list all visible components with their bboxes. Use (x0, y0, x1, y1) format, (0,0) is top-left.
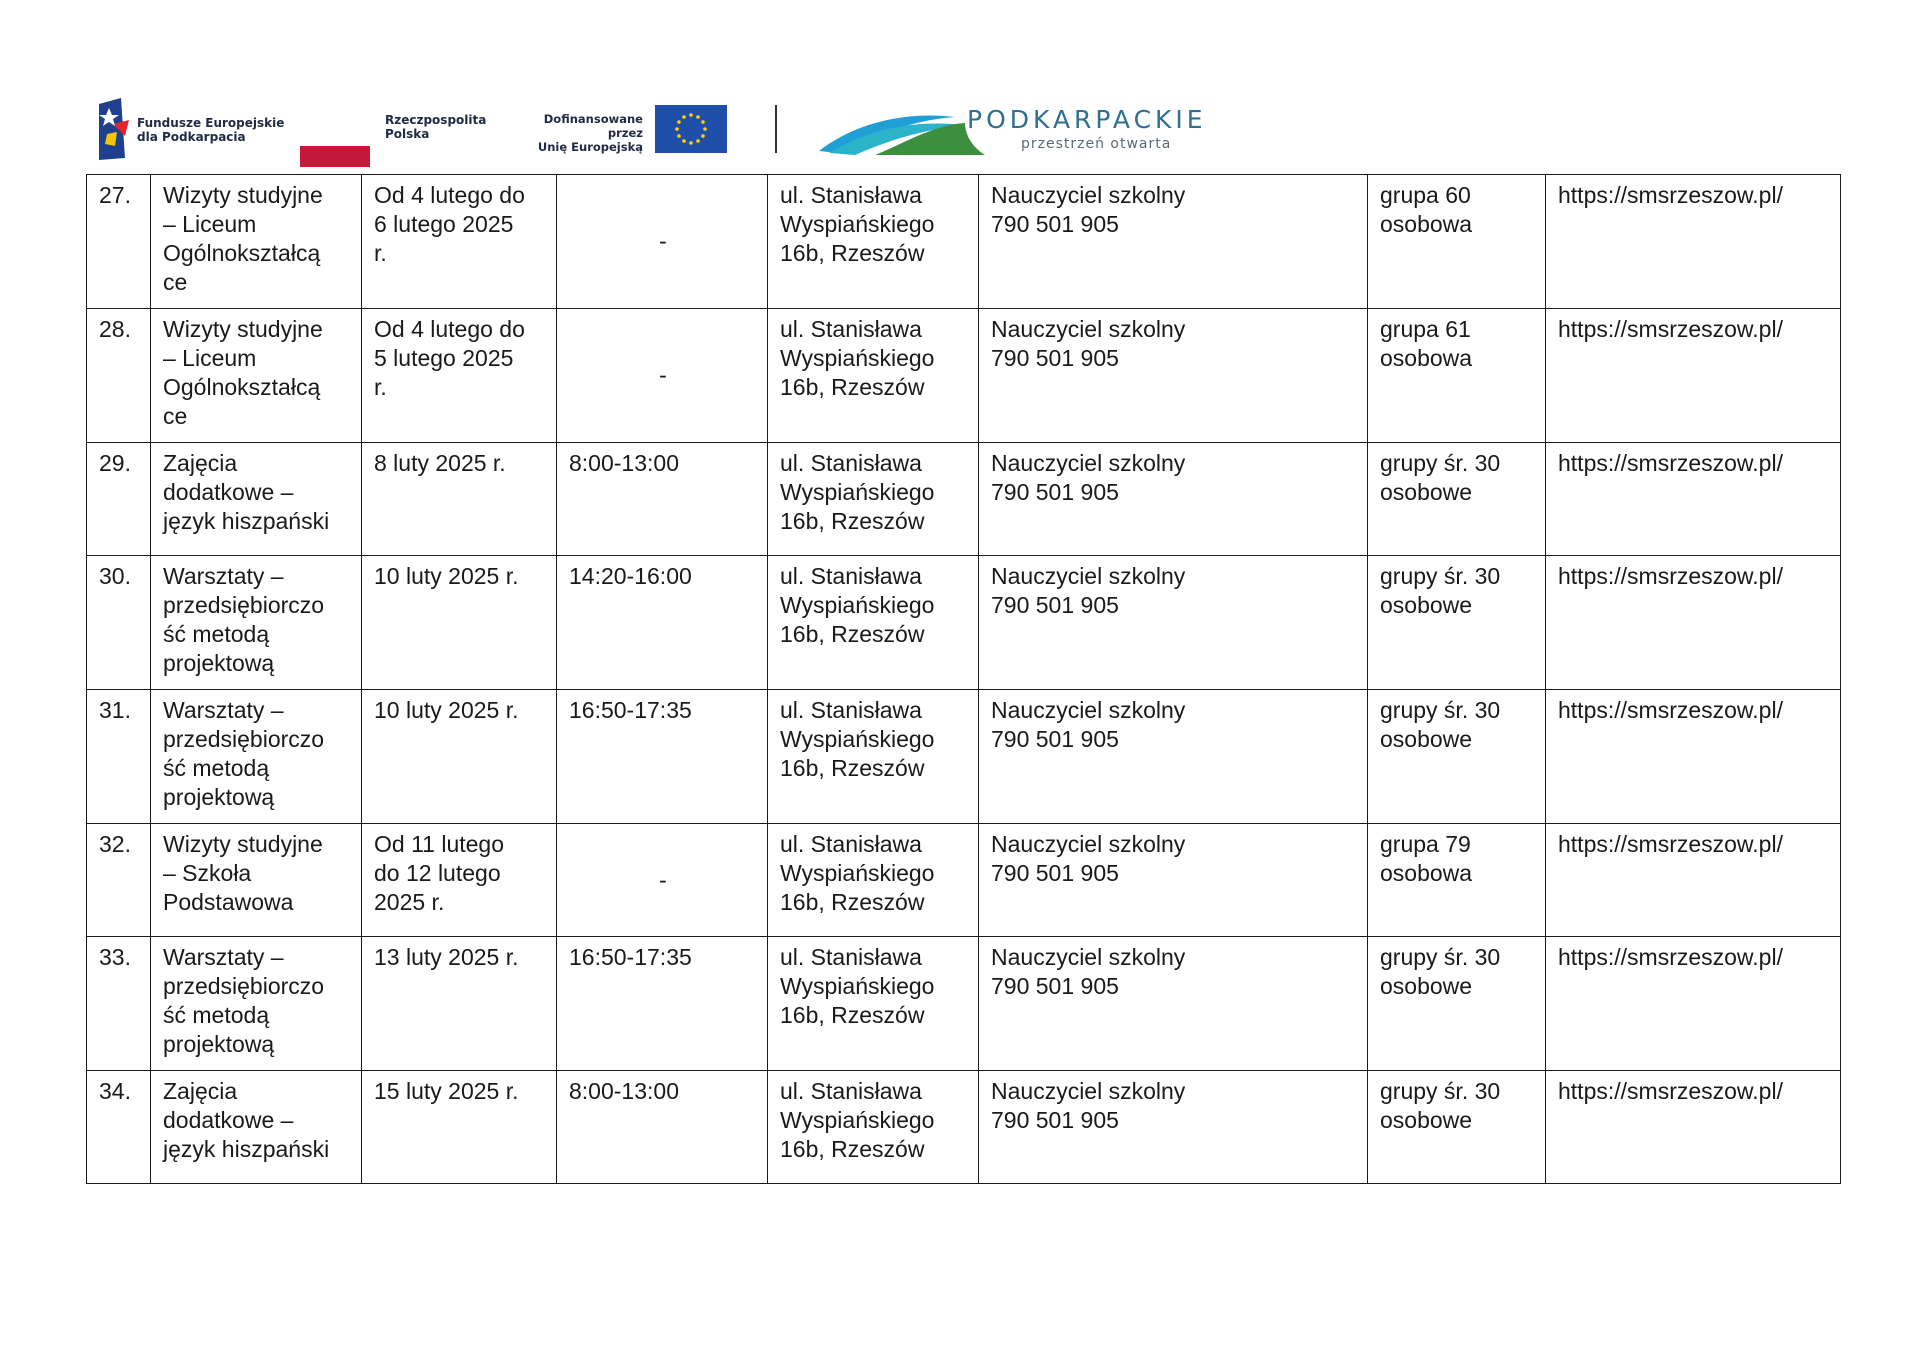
date-line: 6 lutego 2025 (374, 211, 514, 237)
address-line: ul. Stanisława (780, 1078, 922, 1104)
cell-contact (979, 937, 1368, 1071)
name-line: Wizyty studyjne (163, 831, 323, 857)
logo-separator (775, 105, 777, 153)
row-number: 28. (99, 316, 131, 342)
website-link[interactable]: https://smsrzeszow.pl/ (1558, 944, 1783, 970)
name-line: przedsiębiorczo (163, 973, 325, 999)
time-value: - (659, 228, 667, 254)
name-line: ce (163, 403, 188, 429)
time-value: 14:20-16:00 (569, 563, 692, 589)
cell-time (557, 309, 768, 443)
group-line: grupy śr. 30 (1380, 944, 1501, 970)
cell-time (557, 690, 768, 824)
name-line: dodatkowe – (163, 1107, 294, 1133)
contact-line: Nauczyciel szkolny (991, 1078, 1186, 1104)
address-line: ul. Stanisława (780, 944, 922, 970)
website-link[interactable]: https://smsrzeszow.pl/ (1558, 831, 1783, 857)
cell-address (768, 937, 979, 1071)
schedule-table (86, 174, 1841, 1184)
address-line: Wyspiańskiego (780, 592, 935, 618)
name-line: Zajęcia (163, 450, 238, 476)
cell-group-size (1368, 443, 1546, 556)
name-line: język hiszpański (163, 508, 330, 534)
date-line: 5 lutego 2025 (374, 345, 514, 371)
cell-number (87, 556, 151, 690)
address-line: Wyspiańskiego (780, 211, 935, 237)
cell-website (1546, 1071, 1841, 1184)
group-line: osobowe (1380, 479, 1473, 505)
cell-date (362, 937, 557, 1071)
contact-line: Nauczyciel szkolny (991, 450, 1186, 476)
cell-website (1546, 175, 1841, 309)
eu-flag-icon (655, 105, 727, 153)
cell-number (87, 309, 151, 443)
cell-group-size (1368, 309, 1546, 443)
fundusze-europejskie-logo (95, 98, 295, 160)
contact-line: Nauczyciel szkolny (991, 563, 1186, 589)
contact-line: Nauczyciel szkolny (991, 831, 1186, 857)
header-logos (95, 95, 1255, 165)
date-line: 10 luty 2025 r. (374, 697, 519, 723)
cell-number (87, 1071, 151, 1184)
website-link[interactable]: https://smsrzeszow.pl/ (1558, 697, 1783, 723)
cell-address (768, 175, 979, 309)
cell-time (557, 556, 768, 690)
name-line: projektową (163, 1031, 275, 1057)
website-link[interactable]: https://smsrzeszow.pl/ (1558, 182, 1783, 208)
cell-activity-name (151, 175, 362, 309)
address-line: Wyspiańskiego (780, 479, 935, 505)
address-line: Wyspiańskiego (780, 860, 935, 886)
name-line: Warsztaty – (163, 944, 284, 970)
address-line: 16b, Rzeszów (780, 1136, 925, 1162)
group-line: osobowe (1380, 973, 1473, 999)
eu-cofinancing-logo (515, 105, 730, 157)
date-line: Od 11 lutego (374, 831, 505, 857)
cell-date (362, 443, 557, 556)
cell-time (557, 443, 768, 556)
name-line: Podstawowa (163, 889, 294, 915)
cell-time (557, 824, 768, 937)
cell-number (87, 937, 151, 1071)
time-value: 16:50-17:35 (569, 697, 692, 723)
time-value: 8:00-13:00 (569, 1078, 679, 1104)
cell-website (1546, 556, 1841, 690)
cell-contact (979, 309, 1368, 443)
cell-contact (979, 175, 1368, 309)
cell-address (768, 556, 979, 690)
table-row (87, 1071, 1841, 1184)
cell-time (557, 175, 768, 309)
website-link[interactable]: https://smsrzeszow.pl/ (1558, 563, 1783, 589)
cell-contact (979, 690, 1368, 824)
cell-date (362, 175, 557, 309)
name-line: dodatkowe – (163, 479, 294, 505)
date-line: do 12 lutego (374, 860, 501, 886)
cell-time (557, 1071, 768, 1184)
row-number: 31. (99, 697, 131, 723)
cell-contact (979, 443, 1368, 556)
date-line: r. (374, 240, 387, 266)
cell-group-size (1368, 175, 1546, 309)
contact-line: 790 501 905 (991, 726, 1119, 752)
polish-flag-icon (300, 125, 370, 167)
address-line: ul. Stanisława (780, 697, 922, 723)
cell-contact (979, 824, 1368, 937)
date-line: Od 4 lutego do (374, 182, 525, 208)
group-line: osobowe (1380, 1107, 1473, 1133)
fe-logo-text: Fundusze Europejskie dla Podkarpacia (137, 116, 285, 144)
cell-activity-name (151, 690, 362, 824)
contact-line: Nauczyciel szkolny (991, 316, 1186, 342)
date-line: 8 luty 2025 r. (374, 450, 506, 476)
group-line: grupa 60 (1380, 182, 1471, 208)
address-line: Wyspiańskiego (780, 345, 935, 371)
group-line: osobowe (1380, 726, 1473, 752)
name-line: – Liceum (163, 211, 257, 237)
group-line: grupy śr. 30 (1380, 697, 1501, 723)
cell-number (87, 443, 151, 556)
name-line: Ogólnokształcą (163, 240, 321, 266)
table-row (87, 690, 1841, 824)
podkarpackie-subtitle: przestrzeń otwarta (1021, 136, 1172, 152)
name-line: Warsztaty – (163, 563, 284, 589)
cell-website (1546, 309, 1841, 443)
row-number: 34. (99, 1078, 131, 1104)
date-line: Od 4 lutego do (374, 316, 525, 342)
table-row (87, 443, 1841, 556)
address-line: ul. Stanisława (780, 450, 922, 476)
cell-date (362, 824, 557, 937)
table-row (87, 175, 1841, 309)
name-line: ce (163, 269, 188, 295)
cell-number (87, 175, 151, 309)
table-row (87, 556, 1841, 690)
cell-time (557, 937, 768, 1071)
contact-line: 790 501 905 (991, 479, 1119, 505)
cell-address (768, 1071, 979, 1184)
fe-symbol-icon (95, 98, 135, 160)
cell-website (1546, 443, 1841, 556)
cell-group-size (1368, 1071, 1546, 1184)
contact-line: Nauczyciel szkolny (991, 182, 1186, 208)
address-line: 16b, Rzeszów (780, 508, 925, 534)
cell-activity-name (151, 309, 362, 443)
address-line: 16b, Rzeszów (780, 374, 925, 400)
time-value: 16:50-17:35 (569, 944, 692, 970)
cell-date (362, 556, 557, 690)
contact-line: 790 501 905 (991, 592, 1119, 618)
cell-address (768, 824, 979, 937)
cell-date (362, 1071, 557, 1184)
name-line: przedsiębiorczo (163, 592, 325, 618)
group-line: osobowa (1380, 345, 1473, 371)
name-line: – Szkoła (163, 860, 252, 886)
website-link[interactable]: https://smsrzeszow.pl/ (1558, 1078, 1783, 1104)
cell-date (362, 309, 557, 443)
website-link[interactable]: https://smsrzeszow.pl/ (1558, 316, 1783, 342)
group-line: grupy śr. 30 (1380, 1078, 1501, 1104)
cell-activity-name (151, 443, 362, 556)
eu-logo-text: Dofinansowane przez Unię Europejską (537, 112, 643, 154)
cell-address (768, 309, 979, 443)
website-link[interactable]: https://smsrzeszow.pl/ (1558, 450, 1783, 476)
contact-line: Nauczyciel szkolny (991, 697, 1186, 723)
group-line: osobowa (1380, 211, 1473, 237)
contact-line: 790 501 905 (991, 1107, 1119, 1133)
cell-activity-name (151, 556, 362, 690)
date-line: 10 luty 2025 r. (374, 563, 519, 589)
cell-address (768, 443, 979, 556)
group-line: grupa 79 (1380, 831, 1471, 857)
cell-website (1546, 690, 1841, 824)
name-line: projektową (163, 650, 275, 676)
cell-group-size (1368, 824, 1546, 937)
date-line: r. (374, 374, 387, 400)
name-line: ść metodą (163, 1002, 270, 1028)
rzeczpospolita-polska-logo (300, 113, 490, 153)
contact-line: 790 501 905 (991, 860, 1119, 886)
address-line: ul. Stanisława (780, 831, 922, 857)
contact-line: Nauczyciel szkolny (991, 944, 1186, 970)
date-line: 13 luty 2025 r. (374, 944, 519, 970)
address-line: 16b, Rzeszów (780, 240, 925, 266)
address-line: Wyspiańskiego (780, 726, 935, 752)
cell-contact (979, 1071, 1368, 1184)
contact-line: 790 501 905 (991, 973, 1119, 999)
podkarpackie-title: PODKARPACKIE (967, 105, 1207, 134)
row-number: 33. (99, 944, 131, 970)
cell-group-size (1368, 556, 1546, 690)
row-number: 27. (99, 182, 131, 208)
group-line: grupy śr. 30 (1380, 563, 1501, 589)
name-line: Warsztaty – (163, 697, 284, 723)
date-line: 15 luty 2025 r. (374, 1078, 519, 1104)
name-line: Zajęcia (163, 1078, 238, 1104)
time-value: - (659, 866, 667, 893)
address-line: 16b, Rzeszów (780, 621, 925, 647)
name-line: przedsiębiorczo (163, 726, 325, 752)
row-number: 32. (99, 831, 131, 857)
cell-activity-name (151, 824, 362, 937)
group-line: osobowa (1380, 860, 1473, 886)
name-line: ść metodą (163, 755, 270, 781)
cell-group-size (1368, 937, 1546, 1071)
address-line: 16b, Rzeszów (780, 755, 925, 781)
cell-activity-name (151, 937, 362, 1071)
name-line: Wizyty studyjne (163, 316, 323, 342)
table-row (87, 824, 1841, 937)
contact-line: 790 501 905 (991, 345, 1119, 371)
group-line: osobowe (1380, 592, 1473, 618)
cell-number (87, 824, 151, 937)
name-line: – Liceum (163, 345, 257, 371)
cell-date (362, 690, 557, 824)
address-line: ul. Stanisława (780, 182, 922, 208)
name-line: język hiszpański (163, 1136, 330, 1162)
date-line: 2025 r. (374, 889, 445, 915)
time-value: - (659, 362, 667, 388)
cell-group-size (1368, 690, 1546, 824)
address-line: 16b, Rzeszów (780, 1002, 925, 1028)
table-row (87, 937, 1841, 1071)
table-row (87, 309, 1841, 443)
address-line: ul. Stanisława (780, 563, 922, 589)
name-line: Wizyty studyjne (163, 182, 323, 208)
podkarpackie-logo (815, 103, 1255, 161)
cell-website (1546, 937, 1841, 1071)
time-value: 8:00-13:00 (569, 450, 679, 476)
cell-contact (979, 556, 1368, 690)
contact-line: 790 501 905 (991, 211, 1119, 237)
group-line: grupa 61 (1380, 316, 1471, 342)
row-number: 29. (99, 450, 131, 476)
name-line: Ogólnokształcą (163, 374, 321, 400)
cell-activity-name (151, 1071, 362, 1184)
cell-website (1546, 824, 1841, 937)
address-line: ul. Stanisława (780, 316, 922, 342)
name-line: projektową (163, 784, 275, 810)
row-number: 30. (99, 563, 131, 589)
name-line: ść metodą (163, 621, 270, 647)
cell-number (87, 690, 151, 824)
cell-address (768, 690, 979, 824)
pl-logo-text: Rzeczpospolita Polska (385, 113, 487, 141)
address-line: 16b, Rzeszów (780, 889, 925, 915)
address-line: Wyspiańskiego (780, 973, 935, 999)
address-line: Wyspiańskiego (780, 1107, 935, 1133)
group-line: grupy śr. 30 (1380, 450, 1501, 476)
